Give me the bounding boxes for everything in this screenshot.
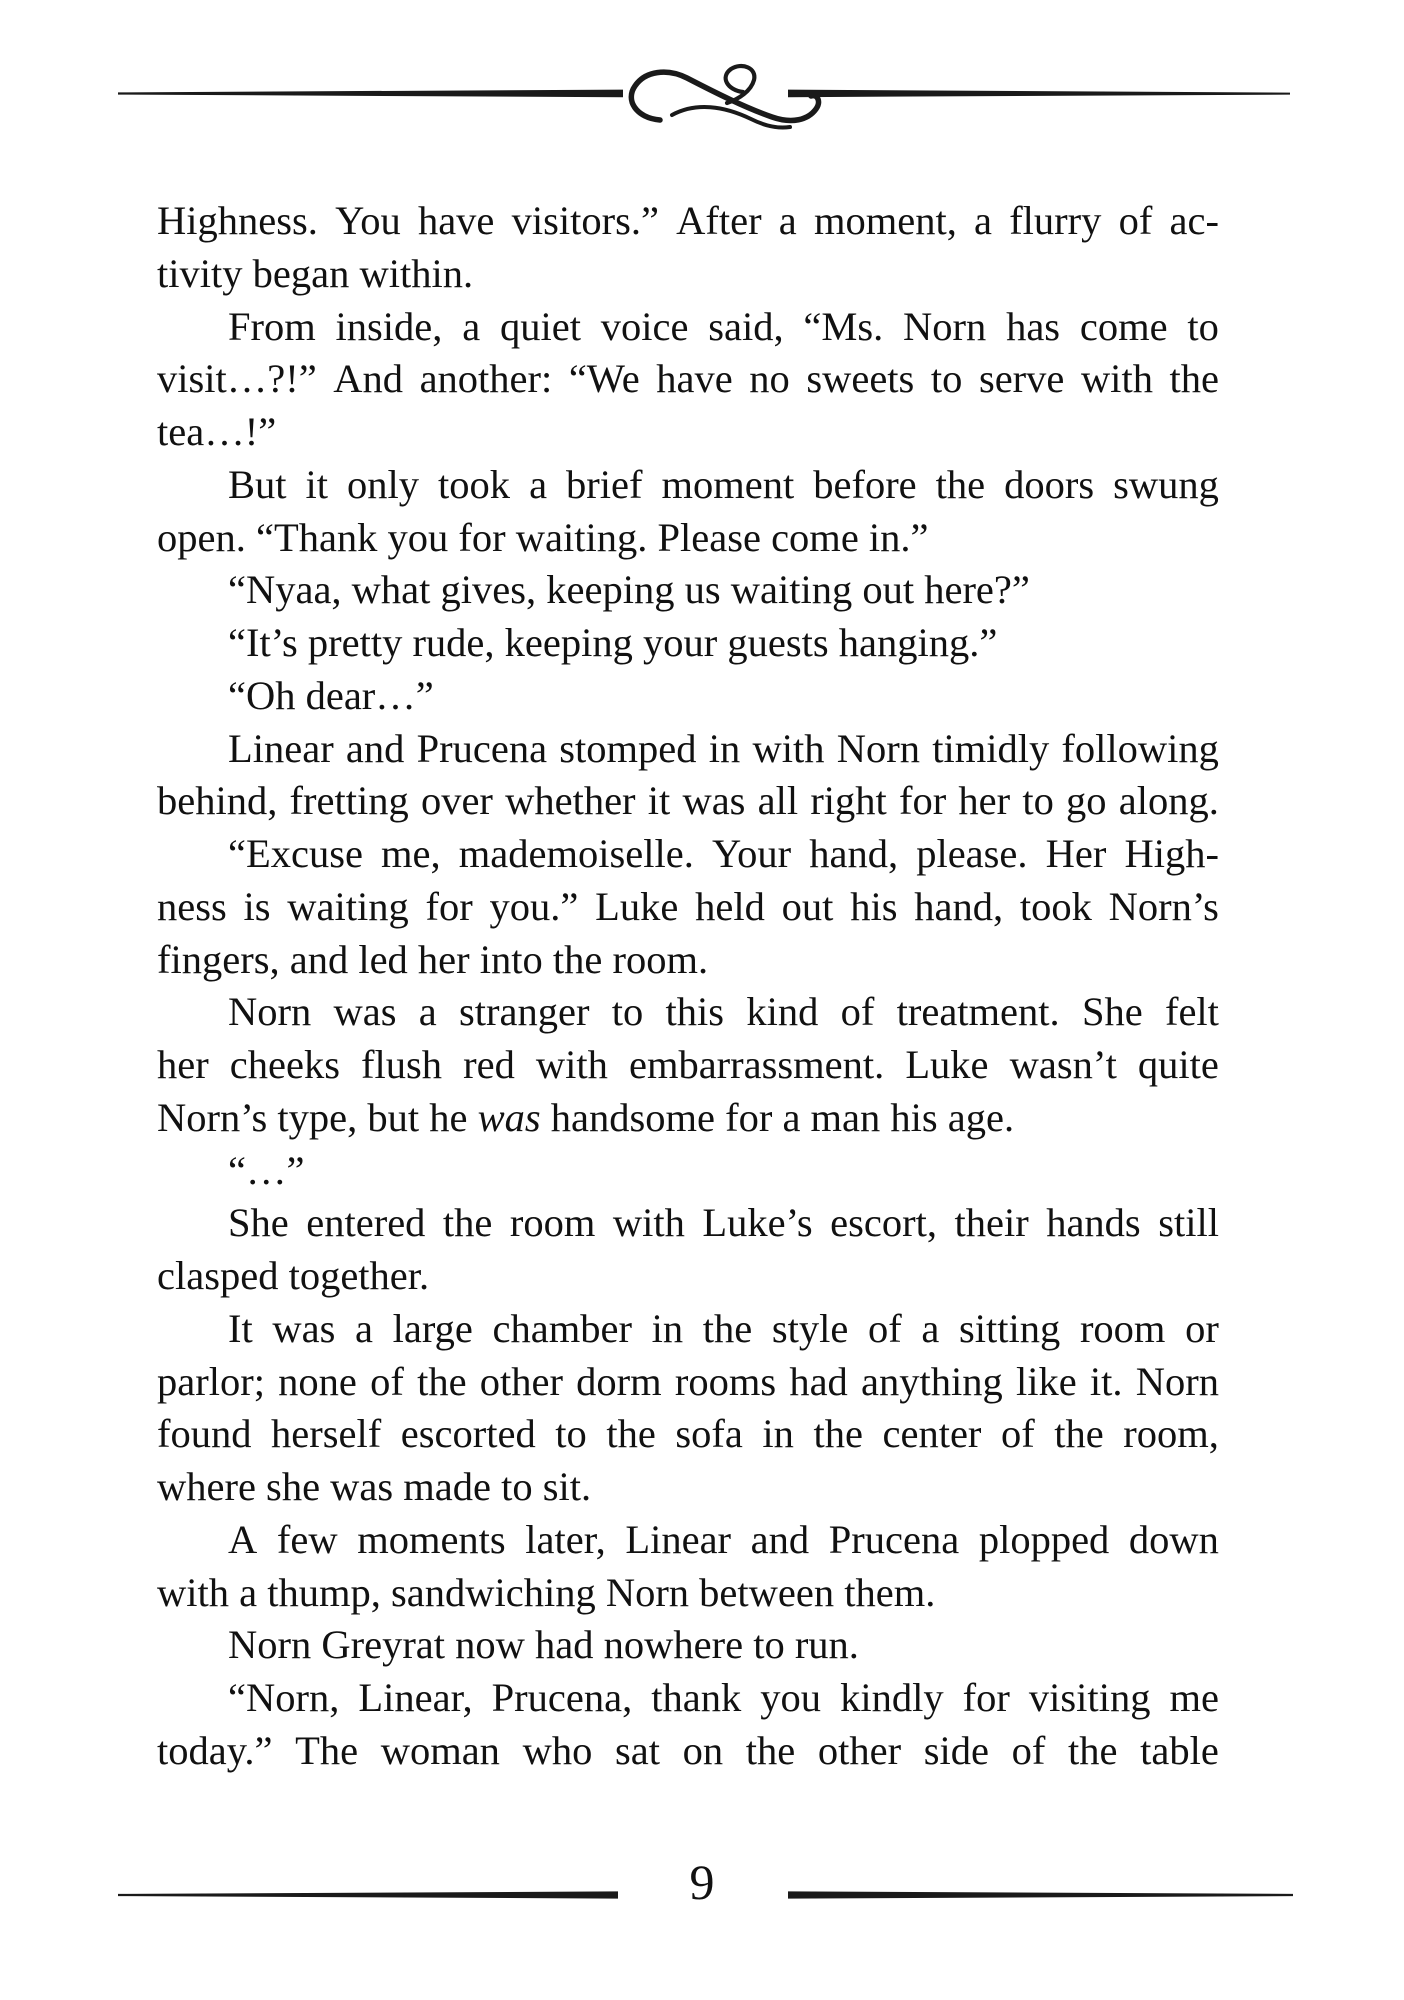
text-line: open. “Thank you for waiting. Please come in.” <box>157 514 929 560</box>
text-block <box>157 195 1219 1778</box>
footer-rule-left <box>118 1891 618 1898</box>
text-line: It was a large chamber in the style of a sitting room or <box>228 1305 1219 1351</box>
text-line: where she was made to sit. <box>157 1464 592 1509</box>
text-line: clasped together. <box>157 1253 430 1298</box>
text-line: Norn was a stranger to this kind of treatment. She felt <box>228 989 1219 1035</box>
page-number: 9 <box>689 1854 715 1910</box>
header-rule-right <box>788 90 1290 98</box>
text-line: Norn’s type, but he was handsome for a man his age. <box>157 1094 1015 1140</box>
text-line: ness is waiting for you.” Luke held out his hand, took Norn’s <box>157 883 1219 929</box>
text-line: parlor; none of the other dorm rooms had anything like it. Norn <box>157 1358 1219 1404</box>
text-line: A few moments later, Linear and Prucena plopped down <box>228 1516 1219 1562</box>
text-line: tivity began within. <box>157 250 474 296</box>
text-line: found herself escorted to the sofa in the center of the room, <box>157 1411 1219 1457</box>
text-line: “…” <box>228 1147 305 1193</box>
text-line: Linear and Prucena stomped in with Norn timidly following <box>228 725 1219 771</box>
text-line: “It’s pretty rude, keeping your guests hanging.” <box>228 620 998 665</box>
text-line: today.” The woman who sat on the other side of the table <box>157 1727 1219 1773</box>
text-line: From inside, a quiet voice said, “Ms. Norn has come to <box>228 303 1219 349</box>
text-line: “Oh dear…” <box>228 672 434 718</box>
text-line: behind, fretting over whether it was all right for her to go along. <box>157 778 1219 824</box>
text-line: tea…!” <box>157 409 277 454</box>
text-line: with a thump, sandwiching Norn between them. <box>157 1569 936 1615</box>
text-line: But it only took a brief moment before the doors swung <box>228 461 1219 507</box>
text-line: her cheeks flush red with embarrassment. Luke wasn’t quite <box>157 1042 1219 1087</box>
text-line: visit…?!” And another: “We have no sweets to serve with the <box>157 356 1219 402</box>
text-line: Norn Greyrat now had nowhere to run. <box>228 1622 859 1668</box>
text-line: fingers, and led her into the room. <box>157 936 709 982</box>
text-line: “Norn, Linear, Prucena, thank you kindly for visiting me <box>228 1675 1219 1720</box>
footer-rule-right <box>788 1891 1293 1898</box>
header-ornament <box>0 0 1404 160</box>
text-line: She entered the room with Luke’s escort, their hands still <box>228 1200 1219 1246</box>
text-line: “Nyaa, what gives, keeping us waiting out here?” <box>228 567 1030 613</box>
text-line: “Excuse me, mademoiselle. Your hand, please. Her High- <box>228 831 1219 876</box>
text-line: Highness. You have visitors.” After a moment, a flurry of ac- <box>157 198 1219 243</box>
header-rule-left <box>118 90 623 98</box>
